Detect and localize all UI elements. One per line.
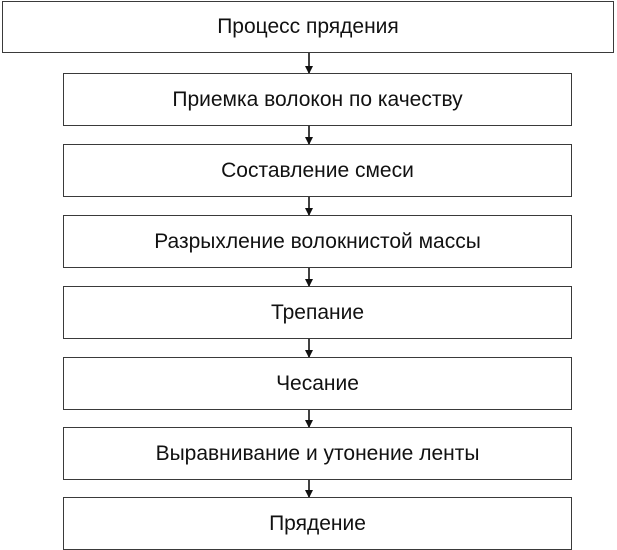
step-label: Составление смеси <box>221 158 414 182</box>
step-label: Прядение <box>269 511 366 535</box>
step-fiber-opening <box>63 215 572 268</box>
step-fiber-acceptance <box>63 73 572 126</box>
step-label: Разрыхление волокнистой массы <box>154 229 481 253</box>
step-label: Выравнивание и утонение ленты <box>155 441 480 465</box>
step-label: Приемка волокон по качеству <box>172 87 463 111</box>
step-drawing-and-thinning <box>63 427 572 480</box>
step-label: Трепание <box>270 300 365 324</box>
process-title: Процесс прядения <box>217 15 399 38</box>
step-blend-composition <box>63 144 572 197</box>
step-scutching <box>63 286 572 339</box>
process-title-box <box>2 1 614 53</box>
step-carding <box>63 357 572 410</box>
step-label: Чесание <box>276 371 359 395</box>
step-spinning <box>63 497 572 550</box>
